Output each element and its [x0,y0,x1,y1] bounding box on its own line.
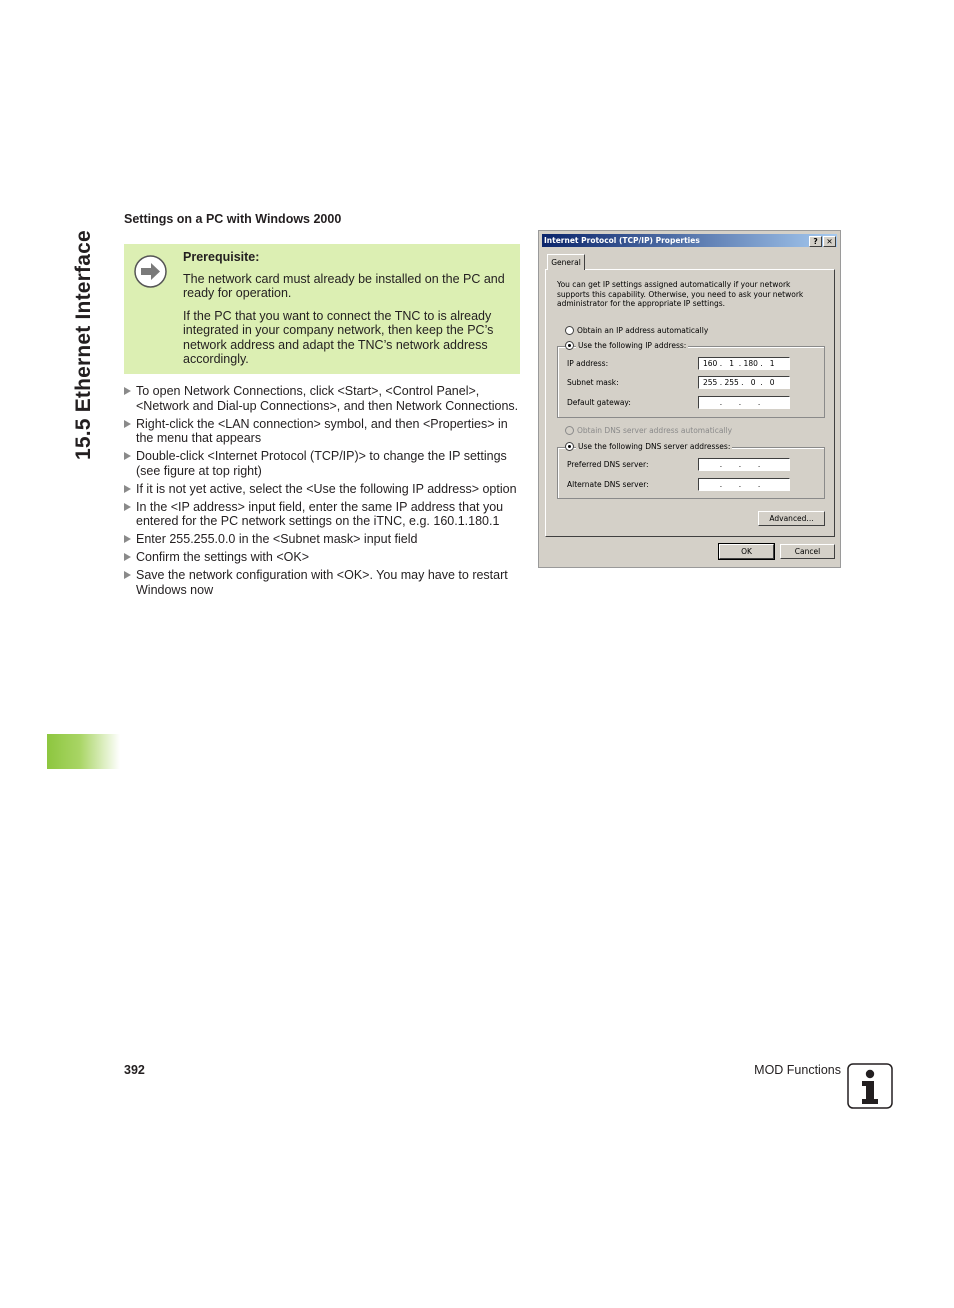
section-title: Settings on a PC with Windows 2000 [124,212,342,226]
default-gateway-input[interactable]: . . . [698,396,790,409]
note-paragraph: If the PC that you want to connect the TNC to is already integrated in your company network, then keep the PC’s network address and adapt the TNC’s network address accordingly. [183,308,494,366]
chapter-footer: MOD Functions [754,1063,841,1077]
step-item [124,482,520,497]
step-text: Double-click <Internet Protocol (TCP/IP)> to change the IP settings (see figure at top right) [136,449,507,478]
obtain-dns-auto-label: Obtain DNS server address automatically [577,426,733,435]
preferred-dns-label: Preferred DNS server: [567,460,649,469]
dialog-intro-text: You can get IP settings assigned automatically if your network supports this capability. Otherwise, you need to ask your network administrator for the appropriate IP settings. [557,280,804,308]
prerequisite-note [124,244,520,374]
dns-server-group [557,447,825,499]
step-text: Enter 255.255.0.0 in the <Subnet mask> input field [136,532,418,546]
close-button[interactable]: ✕ [823,236,836,247]
bullet-triangle-icon [124,571,131,579]
use-following-dns-label: Use the following DNS server addresses: [578,442,731,451]
dialog-titlebar [542,234,837,247]
step-text: Right-click the <LAN connection> symbol, and then <Properties> in the menu that appears [136,416,508,445]
obtain-ip-auto-label: Obtain an IP address automatically [577,326,709,335]
step-item [124,417,520,446]
bullet-triangle-icon [124,503,131,511]
step-text: If it is not yet active, select the <Use the following IP address> option [136,481,517,496]
arrow-right-icon [134,255,167,288]
bullet-triangle-icon [124,452,131,460]
step-item [124,568,520,597]
step-item [124,449,520,478]
ip-address-label: IP address: [567,359,609,368]
use-following-ip-label: Use the following IP address: [578,341,687,350]
note-text [183,250,513,375]
step-item [124,500,520,529]
page-number: 392 [124,1063,145,1077]
step-item [124,550,520,565]
subnet-mask-label: Subnet mask: [567,378,619,387]
bullet-triangle-icon [124,387,131,395]
preferred-dns-input[interactable]: . . . [698,458,790,471]
bullet-triangle-icon [124,420,131,428]
advanced-button[interactable]: Advanced... [758,511,825,526]
bullet-triangle-icon [124,485,131,493]
step-item [124,384,520,413]
bullet-triangle-icon [124,535,131,543]
subnet-mask-input[interactable]: 255 . 255 . 0 . 0 [698,376,790,389]
step-text: In the <IP address> input field, enter the same IP address that you entered for the PC network settings on the iTNC, e.g. 160.1.180.1 [136,499,504,528]
obtain-ip-auto-radio[interactable] [565,326,574,335]
ip-address-input[interactable]: 160 . 1 . 180 . 1 [698,357,790,370]
tab-general[interactable]: General [547,254,585,270]
dialog-title: Internet Protocol (TCP/IP) Properties [544,236,700,245]
alternate-dns-label: Alternate DNS server: [567,480,649,489]
default-gateway-label: Default gateway: [567,398,631,407]
chapter-tab-marker [47,734,120,769]
bullet-triangle-icon [124,553,131,561]
use-following-dns-radio[interactable] [565,442,574,451]
use-following-ip-radio[interactable] [565,341,574,350]
help-button[interactable]: ? [809,236,822,247]
step-item [124,532,520,547]
note-paragraph: The network card must already be installed on the PC and ready for operation. [183,271,505,300]
step-text: Confirm the settings with <OK> [136,550,309,564]
note-heading: Prerequisite: [183,250,260,264]
step-text: To open Network Connections, click <Start>, <Control Panel>, <Network and Dial-up Connections>, and then Network Connections. [136,384,519,413]
cancel-button[interactable]: Cancel [780,544,835,559]
alternate-dns-input[interactable]: . . . [698,478,790,491]
tcpip-properties-dialog [538,230,841,568]
info-icon [847,1063,893,1109]
chapter-side-title: 15.5 Ethernet Interface [72,230,95,460]
obtain-dns-auto-radio[interactable] [565,426,574,435]
ok-button[interactable]: OK [719,544,774,559]
step-list [124,384,520,601]
step-text: Save the network configuration with <OK>. You may have to restart Windows now [136,568,508,597]
